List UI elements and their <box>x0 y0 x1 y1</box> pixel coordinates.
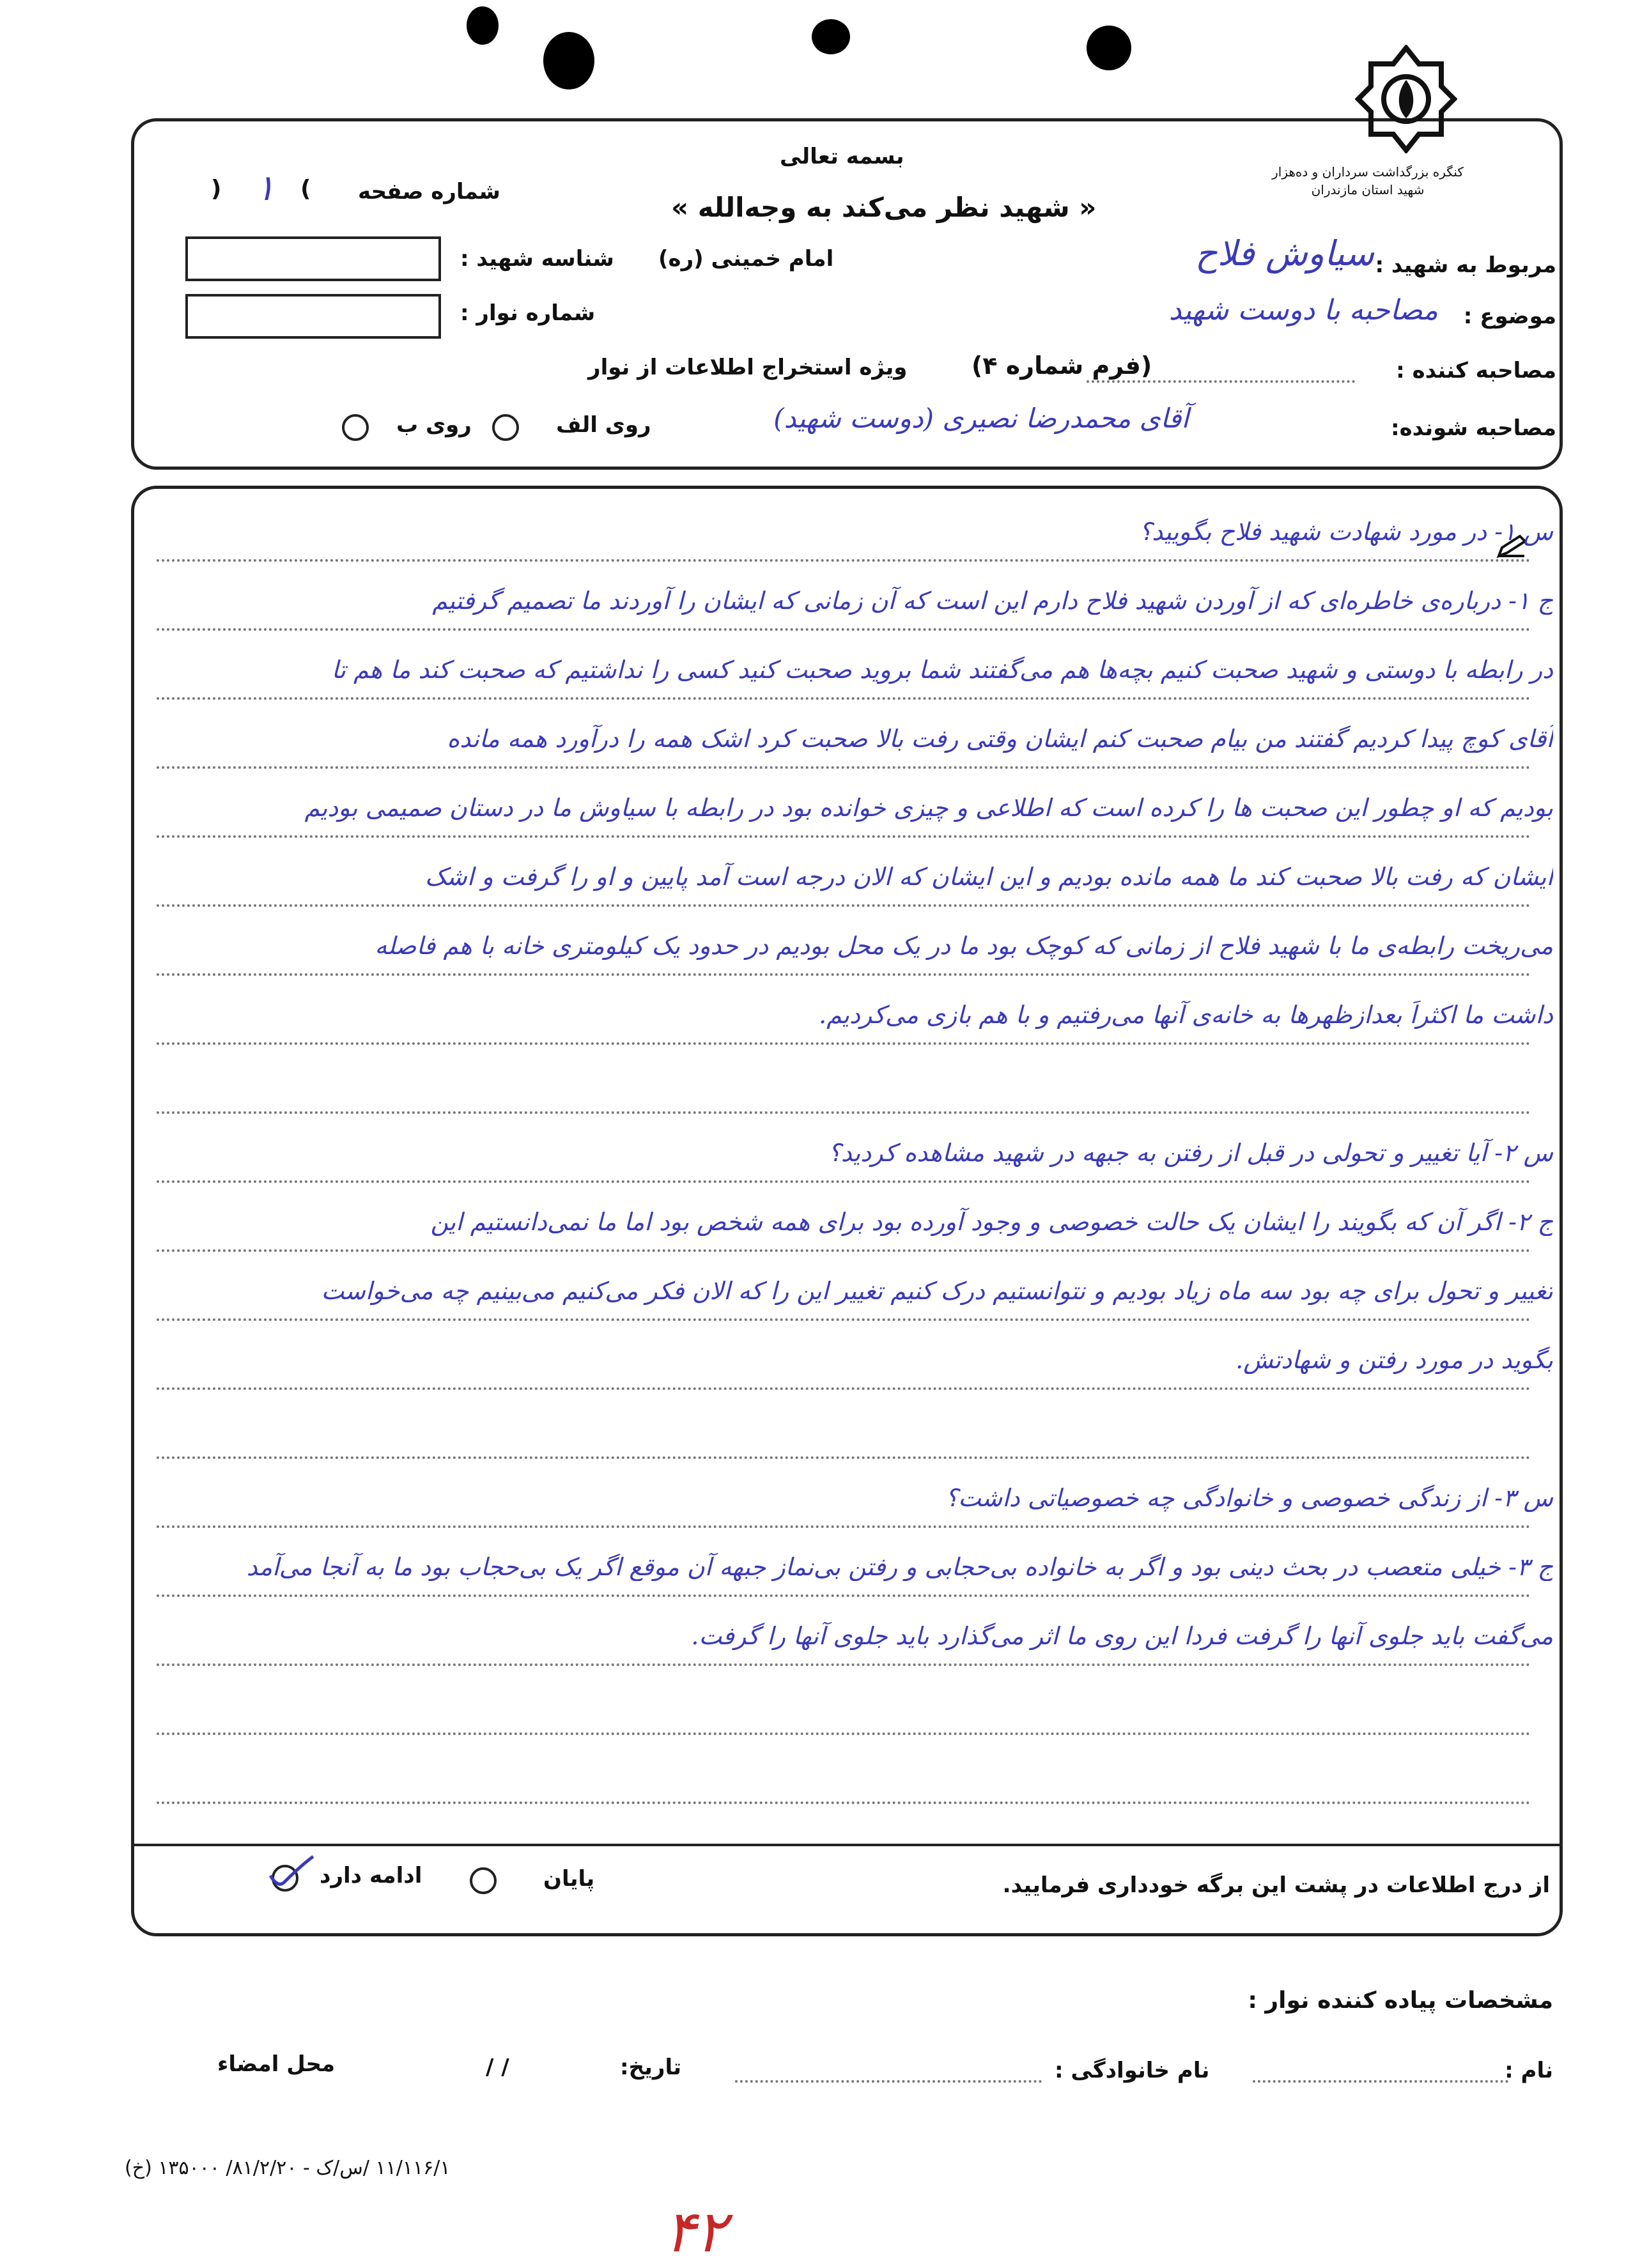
ruled-line <box>157 1180 1531 1183</box>
handwritten-line: ج ۲- اگر آن که بگویند را ایشان یک حالت خصوصی و وجود آورده بود برای همه شخص بود اما ما نمی‌دانستیم این <box>430 1208 1553 1236</box>
form-subtitle: ویژه استخراج اطلاعات از نوار <box>588 355 908 380</box>
subject-value: مصاحبه با دوست شهید <box>1168 294 1438 327</box>
ruled-line <box>157 1249 1531 1252</box>
handwritten-line: آقای کوچ پیدا کردیم گفتند من بیام صحبت کنم ایشان وقتی رفت بالا صحبت کرد اشک همه را درآورد همه مانده <box>447 725 1553 753</box>
ruled-line <box>157 697 1531 700</box>
title: « شهید نظر می‌کند به وجه‌الله » <box>671 192 1097 223</box>
ink-blot <box>467 6 499 45</box>
ruled-line <box>157 559 1531 562</box>
handwritten-line: می‌گفت باید جلوی آنها را گرفت فردا این روی ما اثر می‌گذارد باید جلوی آنها را گرفت. <box>691 1622 1553 1650</box>
handwritten-line: س ۱- در مورد شهادت شهید فلاح بگویید؟ <box>1139 518 1553 546</box>
interviewee-label: مصاحبه شونده: <box>1391 415 1556 441</box>
page-number-label: شماره صفحه <box>358 179 500 204</box>
ruled-line <box>157 1594 1531 1597</box>
end-label: پایان <box>543 1866 595 1892</box>
ruled-line <box>157 835 1531 838</box>
side-b-label: روی ب <box>396 412 472 438</box>
page-number-open: ( <box>211 176 222 202</box>
ruled-line <box>157 766 1531 769</box>
handwritten-line: س ۲- آیا تغییر و تحولی در قبل از رفتن به جبهه در شهید مشاهده کردید؟ <box>828 1139 1553 1167</box>
handwritten-line: در رابطه با دوستی و شهید صحبت کنیم بچه‌ها هم می‌گفتند شما بروید صحبت کنید کسی را نداشتیم که صحبت کند ما هم تا <box>331 656 1553 684</box>
tape-number-field <box>185 294 441 339</box>
handwritten-line: ایشان که رفت بالا صحبت کند ما همه مانده بودیم و این ایشان که الان درجه است آمد پایین و او را گرفت و اشک <box>424 863 1553 891</box>
ruled-line <box>157 1042 1531 1045</box>
handwritten-line: ج ۳- خیلی متعصب در بحث دینی بود و اگر به خانواده بی‌حجابی و رفتن بی‌نماز جبهه آن موقع اگر یک بی‌حجاب بود ما به آنجا می‌آمد <box>246 1553 1553 1581</box>
end-radio[interactable] <box>470 1867 497 1894</box>
interviewee-value: آقای محمدرضا نصیری (دوست شهید) <box>773 403 1189 434</box>
page-number-value: ۱ <box>256 167 275 209</box>
ruled-line <box>157 1732 1531 1735</box>
side-a-radio[interactable] <box>492 414 519 441</box>
ruled-line <box>157 1525 1531 1528</box>
martyr-id-field <box>185 236 441 281</box>
organization-logo-icon <box>1355 45 1457 153</box>
related-martyr-value: سیاوش فلاح <box>1195 233 1374 274</box>
ruled-line <box>157 628 1531 631</box>
check-mark-icon <box>265 1850 316 1895</box>
side-b-radio[interactable] <box>342 414 369 441</box>
organization-name: کنگره بزرگداشت سرداران و ده‌هزار شهید استان مازندران <box>1272 164 1464 197</box>
handwritten-page-number: ۴۲ <box>665 2198 727 2265</box>
ink-blot <box>543 32 594 89</box>
handwritten-line: می‌ریخت رابطه‌ی ما با شهید فلاح از زمانی که کوچک بود ما در یک محل بودیم در حدود یک کیلومتری خانه با هم فاصله <box>375 932 1553 960</box>
handwritten-line: تغییر و تحول برای چه بود سه ماه زیاد بودیم و نتوانستیم درک کنیم تغییر این را که الان فکر می‌کنیم می‌بینیم چه می‌خواست <box>321 1277 1553 1305</box>
ruled-line <box>157 1663 1531 1666</box>
continue-label: ادامه دارد <box>320 1863 422 1888</box>
handwritten-line: بگوید در مورد رفتن و شهادتش. <box>1235 1346 1553 1374</box>
handwritten-line: داشت ما اکثراً بعدازظهرها به خانه‌ی آنها می‌رفتیم و با هم بازی می‌کردیم. <box>819 1001 1553 1029</box>
ruled-line <box>157 1456 1531 1459</box>
interviewer-label: مصاحبه کننده : <box>1396 358 1556 383</box>
ruled-line <box>157 973 1531 976</box>
handwritten-line: بودیم که او چطور این صحبت ها را کرده است که اطلاعی و چیزی خوانده بود در رابطه با سیاوش ما در دستان صمیمی بودیم <box>304 794 1553 822</box>
footer-instruction: از درج اطلاعات در پشت این برگه خودداری فرمایید. <box>1002 1872 1550 1898</box>
family-dotted-line <box>735 2080 1042 2083</box>
ink-blot <box>1087 26 1131 70</box>
form-title: (فرم شماره ۴) <box>972 351 1152 380</box>
date-slashes: / / <box>486 2055 509 2080</box>
date-label: تاریخ: <box>620 2055 681 2080</box>
side-a-label: روی الف <box>556 412 651 438</box>
family-label: نام خانوادگی : <box>1055 2058 1210 2083</box>
bismillah: بسمه تعالی <box>780 144 904 169</box>
martyr-id-label: شناسه شهید : <box>460 246 614 272</box>
footer-divider <box>131 1844 1563 1846</box>
ruled-line <box>157 1801 1531 1804</box>
handwritten-line: ج ۱- درباره‌ی خاطره‌ای که از آوردن شهید فلاح دارم این است که آن زمانی که ایشان را آوردند ما تصمیم گرفتیم <box>432 587 1553 615</box>
interviewer-dotted-line <box>1087 380 1355 383</box>
name-label: نام : <box>1505 2058 1553 2083</box>
related-martyr-label: مربوط به شهید : <box>1375 252 1556 278</box>
ink-blot <box>812 19 850 54</box>
form-code: ۱۱/۱۱۶/۱ /س/ک - ۸۱/۲/۲۰/ ۱۳۵۰۰۰ (خ) <box>125 2157 451 2179</box>
subject-label: موضوع : <box>1463 304 1556 329</box>
page-number-close: ) <box>300 176 311 202</box>
attribution: امام خمینی (ره) <box>658 246 834 272</box>
name-dotted-line <box>1253 2080 1508 2083</box>
ruled-line <box>157 1111 1531 1114</box>
transcriber-title: مشخصات پیاده کننده نوار : <box>1248 1987 1553 2014</box>
signature-label: محل امضاء <box>217 2051 336 2077</box>
handwritten-line: س ۳- از زندگی خصوصی و خانوادگی چه خصوصیاتی داشت؟ <box>945 1484 1553 1512</box>
ruled-line <box>157 904 1531 907</box>
ruled-line <box>157 1387 1531 1390</box>
tape-number-label: شماره نوار : <box>460 300 596 326</box>
ruled-line <box>157 1318 1531 1321</box>
